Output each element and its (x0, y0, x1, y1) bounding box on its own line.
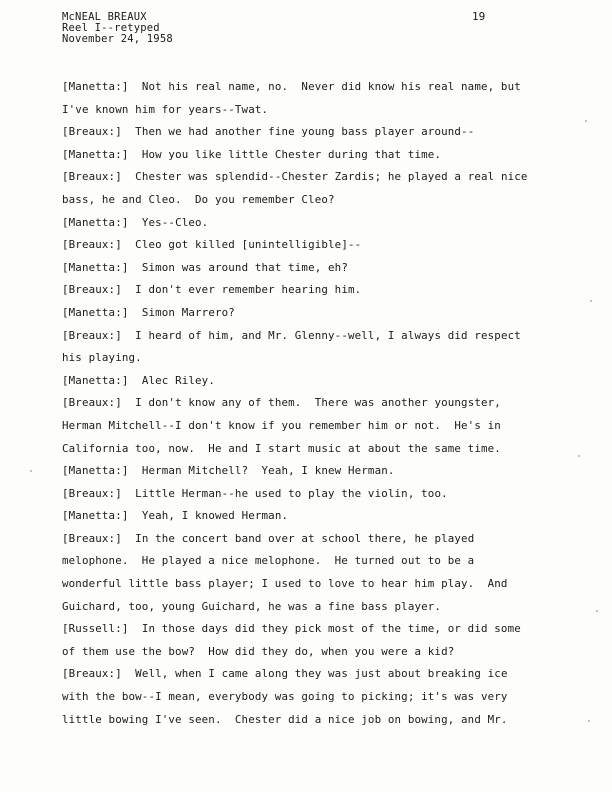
transcript-line (62, 438, 532, 461)
line-text: melophone. He played a nice melophone. He turned out to be a (62, 554, 475, 568)
transcript-line (62, 460, 532, 483)
speaker-label: [ Manetta: ] (62, 374, 129, 387)
transcript-line (62, 686, 532, 709)
page-number: 19 (472, 10, 486, 23)
transcript-line (62, 573, 532, 596)
transcript-line (62, 392, 532, 415)
line-text: In those days did they pick most of the time, or did some (128, 622, 521, 636)
speaker-label: [ Breaux: ] (62, 396, 122, 409)
transcript-body (62, 76, 532, 731)
speaker-label: [ Breaux: ] (62, 283, 122, 296)
interview-date: November 24, 1958 (62, 33, 173, 45)
transcript-line (62, 528, 532, 551)
scan-speck (590, 300, 592, 302)
speaker-label: [ Manetta: ] (62, 464, 129, 477)
line-text: Cleo got killed [unintelligible]-- (121, 238, 362, 252)
line-text: Guichard, too, young Guichard, he was a fine bass player. (62, 599, 442, 613)
speaker-label: [ Breaux: ] (62, 532, 122, 545)
line-text: I don't ever remember hearing him. (121, 283, 362, 297)
line-text: Chester was splendid--Chester Zardis; he played a real nice (121, 170, 528, 184)
line-text: In the concert band over at school there, he played (121, 531, 475, 545)
transcript-line (62, 596, 532, 619)
transcript-line (62, 144, 532, 167)
line-text: Well, when I came along they was just about breaking ice (121, 667, 508, 681)
line-text: Simon was around that time, eh? (128, 260, 348, 274)
transcript-line (62, 505, 532, 528)
line-text: little bowing I've seen. Chester did a nice job on bowing, and Mr. (62, 712, 508, 726)
transcript-line (62, 483, 532, 506)
transcript-line (62, 166, 532, 189)
transcript-line (62, 709, 532, 732)
line-text: Then we had another fine young bass player around-- (121, 125, 475, 139)
transcript-line (62, 347, 532, 370)
line-text: California too, now. He and I start music at about the same time. (62, 441, 501, 455)
transcript-line (62, 618, 532, 641)
transcript-line (62, 663, 532, 686)
scan-speck (596, 610, 598, 612)
transcript-line (62, 234, 532, 257)
transcript-line (62, 302, 532, 325)
line-text: How you like little Chester during that time. (128, 147, 442, 161)
transcript-line (62, 641, 532, 664)
line-text: with the bow--I mean, everybody was going to picking; it's was very (62, 690, 508, 704)
speaker-label: [ Manetta: ] (62, 509, 129, 522)
speaker-label: [ Breaux: ] (62, 238, 122, 251)
scan-speck (585, 120, 587, 122)
speaker-label: [ Breaux: ] (62, 487, 122, 500)
transcript-line (62, 121, 532, 144)
line-text: wonderful little bass player; I used to love to hear him play. And (62, 577, 508, 591)
line-text: Not his real name, no. Never did know his real name, but (128, 80, 521, 93)
speaker-label: [ Manetta: ] (62, 216, 129, 229)
transcript-line (62, 76, 532, 99)
scan-speck (30, 470, 32, 472)
line-text: Simon Marrero? (128, 305, 235, 319)
speaker-label: [ Manetta: ] (62, 306, 129, 319)
interviewee-name: McNEAL BREAUX (62, 11, 147, 23)
speaker-label: [ Manetta: ] (62, 261, 129, 274)
line-text: Herman Mitchell? Yeah, I knew Herman. (128, 464, 395, 478)
speaker-label: [ Russell: ] (62, 622, 129, 635)
line-text: I've known him for years--Twat. (62, 102, 269, 116)
transcript-line (62, 99, 532, 122)
line-text: of them use the bow? How did they do, when you were a kid? (62, 644, 455, 658)
transcript-line (62, 550, 532, 573)
speaker-label: [ Manetta: ] (62, 80, 129, 93)
scan-speck (578, 455, 580, 457)
line-text: I heard of him, and Mr. Glenny--well, I always did respect (121, 328, 521, 342)
transcript-line (62, 279, 532, 302)
line-text: his playing. (62, 351, 142, 365)
speaker-label: [ Breaux: ] (62, 329, 122, 342)
line-text: Herman Mitchell--I don't know if you remember him or not. He's in (62, 418, 501, 432)
transcript-line (62, 257, 532, 280)
reel-label: Reel I--retyped (62, 22, 160, 34)
line-text: Yeah, I knowed Herman. (128, 509, 289, 523)
line-text: Alec Riley. (128, 373, 215, 387)
transcript-line (62, 189, 532, 212)
speaker-label: [ Breaux: ] (62, 170, 122, 183)
document-header (62, 12, 173, 45)
line-text: Little Herman--he used to play the violin, too. (121, 486, 448, 500)
transcript-line (62, 325, 532, 348)
speaker-label: [ Manetta: ] (62, 148, 129, 161)
transcript-line (62, 212, 532, 235)
line-text: I don't know any of them. There was another youngster, (121, 396, 501, 410)
line-text: bass, he and Cleo. Do you remember Cleo? (62, 192, 335, 206)
line-text: Yes--Cleo. (128, 215, 209, 229)
speaker-label: [ Breaux: ] (62, 125, 122, 138)
transcript-line (62, 370, 532, 393)
speaker-label: [ Breaux: ] (62, 667, 122, 680)
scan-speck (588, 720, 590, 722)
transcript-line (62, 415, 532, 438)
